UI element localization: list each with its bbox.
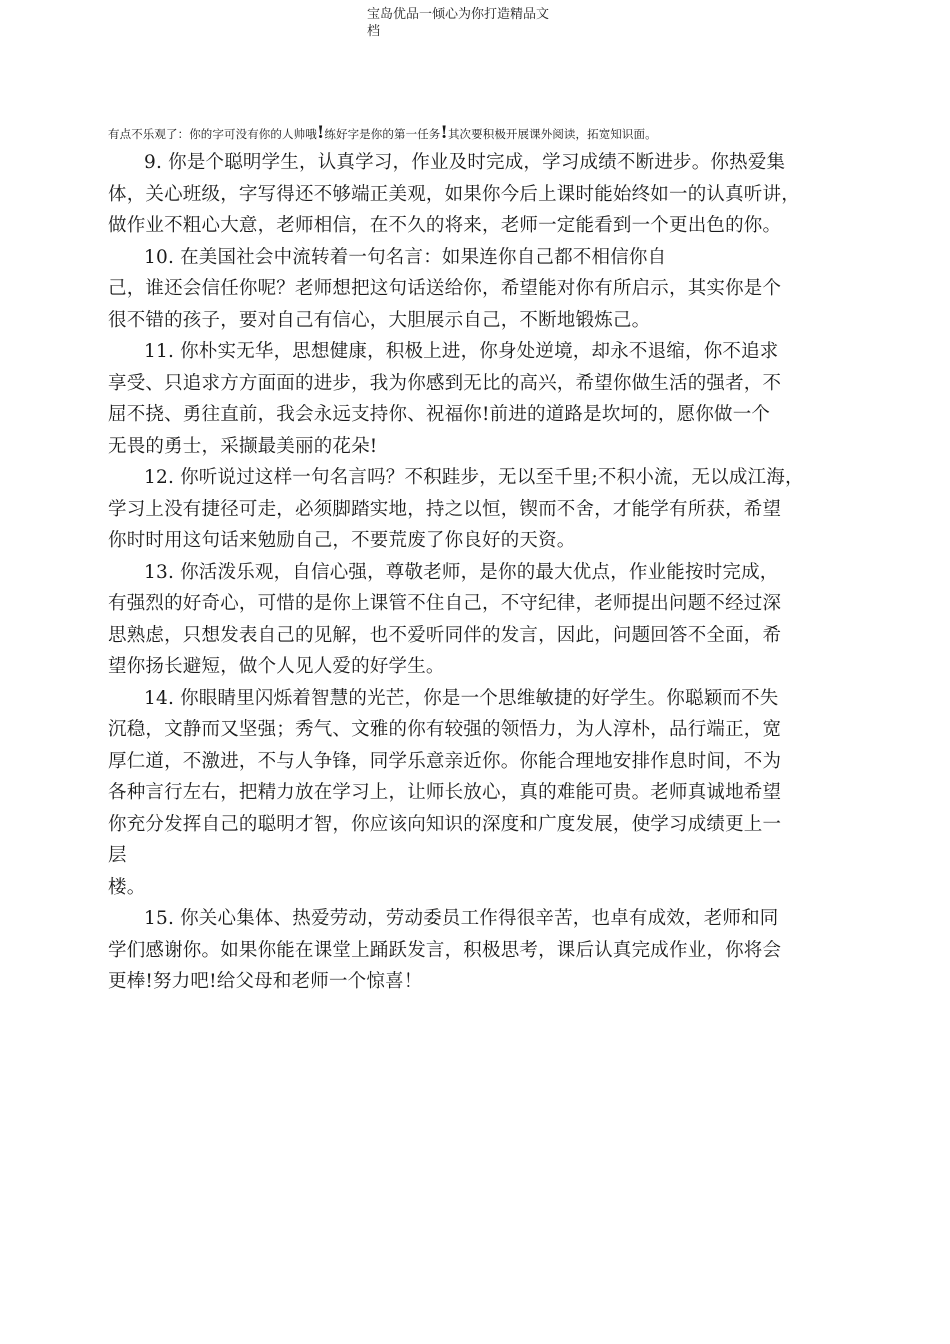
paragraph-line: 无畏的勇士，采撷最美丽的花朵! bbox=[108, 435, 378, 457]
comment-paragraph bbox=[108, 903, 843, 998]
paragraph-line: 学习上没有捷径可走，必须脚踏实地，持之以恒，锲而不舍，才能学有所获，希望 bbox=[108, 498, 782, 520]
paragraph-line: 沉稳，文静而又坚强；秀气、文雅的你有较强的领悟力，为人淳朴，品行端正，宽 bbox=[108, 719, 782, 740]
comment-paragraph bbox=[108, 557, 843, 683]
header-line-2: 档 bbox=[367, 24, 381, 39]
paragraph-line: 思熟虑，只想发表自己的见解，也不爱听同伴的发言，因此，问题回答不全面，希 bbox=[108, 624, 782, 646]
document-body bbox=[108, 124, 843, 998]
paragraph-line: 12. 你听说过这样一句名言吗？不积跬步，无以至千里;不积小流，无以成江海， bbox=[144, 467, 804, 488]
lead-text-1: 有点不乐观了：你的字可没有你的人帅哦 bbox=[108, 127, 317, 141]
paragraph-line: 体，关心班级，字写得还不够端正美观，如果你今后上课时能始终如一的认真听讲， bbox=[108, 183, 800, 205]
paragraph-line: 你时时用这句话来勉励自己，不要荒废了你良好的天资。 bbox=[108, 530, 576, 551]
paragraph-line: 己，谁还会信任你呢？老师想把这句话送给你，希望能对你有所启示，其实你是个 bbox=[108, 278, 782, 299]
paragraph-line: 楼。 bbox=[108, 876, 146, 898]
comment-paragraph bbox=[108, 242, 843, 337]
comment-paragraph bbox=[108, 462, 843, 557]
paragraph-line: 厚仁道，不激进，不与人争锋，同学乐意亲近你。你能合理地安排作息时间，不为 bbox=[108, 750, 782, 772]
comment-paragraph bbox=[108, 147, 843, 242]
comment-paragraph bbox=[108, 683, 843, 904]
lead-paragraph bbox=[108, 124, 843, 143]
paragraph-line: 做作业不粗心大意，老师相信，在不久的将来，老师一定能看到一个更出色的你。 bbox=[108, 215, 782, 236]
paragraph-line: 15. 你关心集体、热爱劳动，劳动委员工作得很辛苦，也卓有成效，老师和同 bbox=[144, 908, 779, 929]
paragraph-line: 11. 你朴实无华，思想健康，积极上进，你身处逆境，却永不退缩，你不追求 bbox=[144, 341, 779, 362]
paragraph-line: 享受、只追求方方面面的进步，我为你感到无比的高兴，希望你做生活的强者，不 bbox=[108, 372, 782, 394]
paragraph-line: 你充分发挥自己的聪明才智，你应该向知识的深度和广度发展，使学习成绩更上一 bbox=[108, 813, 782, 835]
comment-paragraph bbox=[108, 336, 843, 462]
paragraph-line: 更棒!努力吧!给父母和老师一个惊喜！ bbox=[108, 971, 423, 992]
paragraph-line: 有强烈的好奇心，可惜的是你上课管不住自己，不守纪律，老师提出问题不经过深 bbox=[108, 593, 782, 614]
paragraph-line: 学们感谢你。如果你能在课堂上踊跃发言，积极思考，课后认真完成作业，你将会 bbox=[108, 939, 782, 961]
paragraph-line: 10. 在美国社会中流转着一句名言：如果连你自己都不相信你自 bbox=[144, 246, 667, 268]
paragraph-line: 13. 你活泼乐观，自信心强，尊敬老师，是你的最大优点，作业能按时完成， bbox=[144, 561, 779, 583]
paragraph-line: 14. 你眼睛里闪烁着智慧的光芒，你是一个思维敏捷的好学生。你聪颖而不失 bbox=[144, 687, 779, 709]
comment-list bbox=[108, 147, 843, 998]
lead-text-2: 练好字是你的第一任务 bbox=[324, 127, 441, 141]
paragraph-line: 9. 你是个聪明学生，认真学习，作业及时完成，学习成绩不断进步。你热爱集 bbox=[144, 152, 786, 173]
header-line-1: 宝岛优品一倾心为你打造精品文 bbox=[367, 7, 550, 22]
lead-text-3: 其次要积极开展课外阅读，拓宽知识面。 bbox=[447, 127, 657, 141]
paragraph-line: 各种言行左右，把精力放在学习上，让师长放心，真的难能可贵。老师真诚地希望 bbox=[108, 782, 782, 803]
paragraph-line: 很不错的孩子，要对自己有信心，大胆展示自己，不断地锻炼己。 bbox=[108, 309, 651, 331]
paragraph-line: 层 bbox=[108, 845, 127, 866]
lead-exclamation-1: ! bbox=[316, 123, 325, 143]
paragraph-line: 屈不挠、勇往直前，我会永远支持你、祝福你!前进的道路是坎坷的，愿你做一个 bbox=[108, 404, 771, 425]
paragraph-line: 望你扬长避短，做个人见人爱的好学生。 bbox=[108, 656, 445, 677]
page-header bbox=[367, 6, 582, 40]
lead-exclamation-2: ! bbox=[440, 123, 448, 143]
